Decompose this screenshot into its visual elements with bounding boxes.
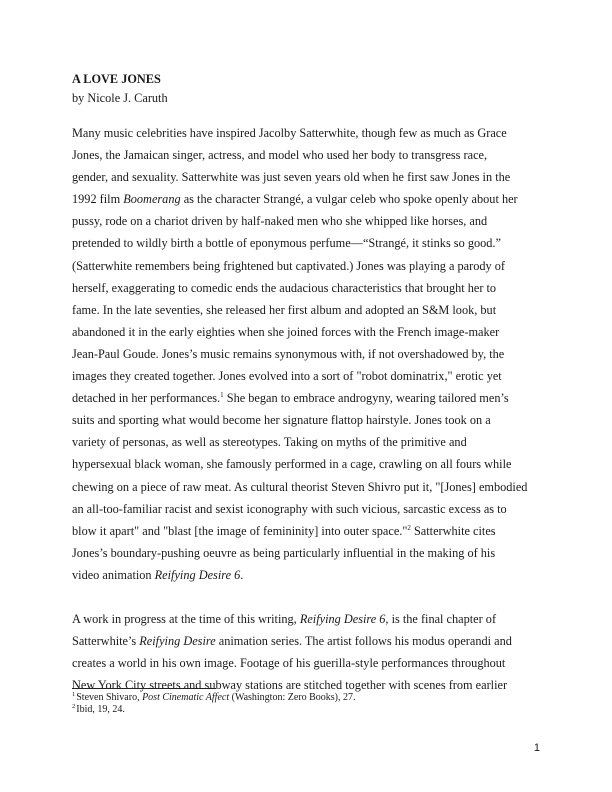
body-line: suits and sporting what would become her signature flattop hairstyle. Jones took on a [72, 413, 491, 428]
body-line [72, 630, 542, 652]
body-line: pussy, rode on a chariot driven by half-naked men who she whipped like horses, and [72, 214, 488, 229]
footnote-text: Steven Shivaro, [76, 692, 143, 703]
title-block [72, 70, 542, 108]
footnote-number: 1 [72, 691, 76, 698]
body-text-run: as the character Strangé, a vulgar celeb who spoke openly about her [180, 192, 518, 207]
body-line: New York City streets and subway stations are stitched together with scenes from earlier [72, 678, 508, 693]
film-title-boomerang: Boomerang [123, 192, 181, 207]
work-title-reifying-desire-6: Reifying Desire 6 [154, 567, 241, 582]
body-line: chewing on a piece of raw meat. As cultural theorist Steven Shivro put it, "[Jones] embodied [72, 479, 528, 494]
body-line: herself, exaggerating to comedic ends the audacious characteristics that brought her to [72, 280, 497, 295]
footnote-2 [72, 704, 542, 716]
body-line [72, 608, 542, 630]
body-text [72, 122, 542, 696]
footnote-separator [72, 688, 216, 689]
body-line: Many music celebrities have inspired Jacolby Satterwhite, though few as much as Grace [72, 126, 507, 140]
body-line: variety of personas, as well as stereotypes. Taking on myths of the primitive and [72, 435, 467, 450]
body-line: Jean-Paul Goude. Jones’s music remains synonymous with, if not overshadowed by, the [72, 346, 505, 361]
body-text-run: , is the final chapter of [385, 612, 497, 627]
body-line [72, 387, 542, 409]
body-line: images they created together. Jones evolved into a sort of "robot dominatrix," erotic yet [72, 369, 502, 384]
body-line: creates a world in his own image. Footage of his guerilla-style performances throughout [72, 656, 506, 671]
body-text-run: . [240, 567, 244, 582]
body-line [72, 520, 542, 542]
body-line [72, 564, 542, 586]
body-line [72, 188, 542, 210]
series-title-reifying-desire: Reifying Desire [139, 634, 216, 649]
body-line: Jones, the Jamaican singer, actress, and model who used her body to transgress race, [72, 148, 488, 163]
body-text-run: Satterwhite cites [410, 523, 496, 538]
footnote-text: (Washington: Zero Books), 27. [229, 692, 356, 703]
body-line: an all-too-familiar racist and sexist iconography with such vicious, sarcastic excess as to [72, 501, 507, 516]
footnote-ref-2[interactable]: 2 [407, 523, 411, 532]
footnotes [72, 692, 542, 716]
byline: by Nicole J. Caruth [72, 91, 168, 105]
body-text-run: video animation [72, 567, 155, 582]
document-title: A LOVE JONES [72, 72, 161, 86]
footnote-ref-1[interactable]: 1 [220, 391, 224, 400]
body-text-run: blow it apart" and "blast [the image of femininity] into outer space." [72, 523, 408, 538]
footnote-1 [72, 692, 542, 704]
footnote-text: Ibid, 19, 24. [76, 704, 125, 715]
body-text-run: detached in her performances. [72, 391, 221, 406]
body-line: gender, and sexuality. Satterwhite was just seven years old when he first saw Jones in the [72, 170, 511, 185]
body-line: fame. In the late seventies, she released her first album and adopted an S&M look, but [72, 302, 497, 317]
footnote-book-title: Post Cinematic Affect [142, 692, 230, 703]
body-text-run: A work in progress at the time of this writing, [72, 612, 300, 627]
body-text-run: 1992 film [72, 192, 124, 207]
body-text-run: animation series. The artist follows his modus operandi and [215, 634, 512, 649]
body-line: Jones’s boundary-pushing oeuvre as being particularly influential in the making of his [72, 545, 496, 560]
page-number: 1 [533, 742, 540, 754]
body-line: (Satterwhite remembers being frightened but captivated.) Jones was playing a parody of [72, 258, 505, 273]
body-line: pretended to wildly birth a bottle of eponymous perfume—“Strangé, it stinks so good.” [72, 236, 501, 251]
body-line: abandoned it in the early eighties when she joined forces with the French image-maker [72, 324, 500, 339]
body-text-run: She began to embrace androgyny, wearing tailored men’s [223, 391, 509, 406]
footnote-number: 2 [72, 703, 76, 710]
work-title-reifying-desire-6: Reifying Desire 6 [299, 612, 386, 627]
body-text-run: Satterwhite’s [72, 634, 140, 649]
paragraph-gap [72, 586, 542, 608]
body-line: hypersexual black woman, she famously performed in a cage, crawling on all fours while [72, 457, 512, 472]
